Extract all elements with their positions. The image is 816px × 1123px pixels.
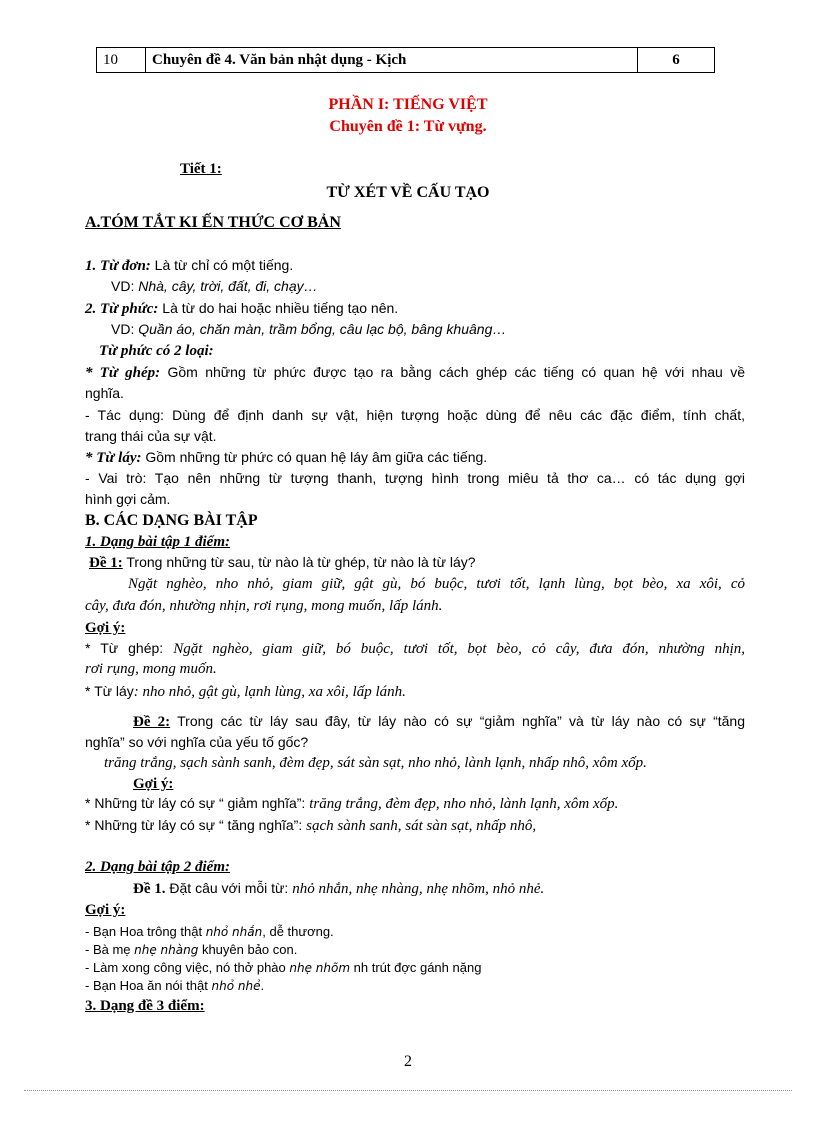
ans2-giam-words: trăng trắng, đèm đẹp, nho nhỏ, lành lạnh, xôm xốp. <box>309 796 619 812</box>
row-periods: 6 <box>638 48 715 73</box>
sentence-1-c: , dễ thương. <box>262 924 334 939</box>
ans1-lay-label: * Từ láy <box>85 683 134 699</box>
tu-ghep-line1 <box>85 362 745 383</box>
sentence-3 <box>85 959 481 977</box>
ans1-lay-line <box>85 681 406 702</box>
de2b-label: Đề 1. <box>133 881 166 897</box>
row-topic: Chuyên đề 4. Văn bản nhật dụng - Kịch <box>146 48 638 73</box>
de2-text: Trong các từ láy sau đây, từ láy nào có sự “giảm nghĩa” và từ láy nào có sự “tăng <box>170 713 745 729</box>
ans2-giam-line <box>85 793 618 814</box>
row-number: 10 <box>97 48 146 73</box>
sentence-2-word: nhẹ nhàng <box>134 943 199 957</box>
tu-lay-role-line1: - Vai trò: Tạo nên những từ tượng thanh, tượng hình trong miêu tả thơ ca… có tác dụng gợi <box>85 470 745 486</box>
tu-phuc-vd-label: VD: <box>111 321 139 337</box>
sentence-4-word: nhỏ nhẻ <box>211 979 261 993</box>
tu-ghep-use-line2: trang thái của sự vật. <box>85 428 217 444</box>
ans2-tang-label: * Những từ láy có sự “ tăng nghĩa”: <box>85 817 307 833</box>
tu-don-vd: Nhà, cây, trời, đất, đi, chạy… <box>138 278 318 294</box>
section-b-heading: B. CÁC DẠNG BÀI TẬP <box>85 512 258 529</box>
de2-words: trăng trắng, sạch sành sanh, đèm đẹp, sát sàn sạt, nho nhỏ, lành lạnh, nhấp nhô, xôm xốp. <box>104 755 647 771</box>
de2b-words: nhỏ nhắn, nhẹ nhàng, nhẹ nhõm, nhỏ nhẻ. <box>292 881 545 897</box>
tu-phuc-term: 2. Từ phức: <box>85 301 159 317</box>
tu-lay-role-line2: hình gợi cảm. <box>85 491 171 507</box>
tu-phuc-line <box>85 298 398 319</box>
tu-don-line <box>85 255 293 276</box>
tu-don-vd-label: VD: <box>111 278 139 294</box>
tu-phuc-example <box>111 319 506 340</box>
sentence-3-a: - Làm xong công việc, nó thở phào <box>85 960 290 975</box>
part-title: PHẦN I: TIẾNG VIỆT <box>328 96 488 113</box>
tu-ghep-use-line1: - Tác dụng: Dùng để định danh sự vật, hiện tượng hoặc dùng để nêu các đặc điểm, tính chất, <box>85 407 745 423</box>
exercise-1-heading: 1. Dạng bài tập 1 điểm: <box>85 534 230 550</box>
tu-phuc-vd: Quần áo, chăn màn, trầm bổng, câu lạc bộ, bâng khuâng… <box>138 321 507 337</box>
tu-phuc-def: Là từ do hai hoặc nhiều tiếng tạo nên. <box>158 300 399 316</box>
sentence-3-word: nhẹ nhõm <box>289 961 351 975</box>
section-a-heading: A.TÓM TẮT KI ẾN THỨC CƠ BẢN <box>85 214 341 231</box>
ans1-ghep-line1 <box>85 638 745 659</box>
hint-heading-2: Gợi ý: <box>133 776 174 792</box>
tu-ghep-def: Gồm những từ phức được tạo ra bằng cách ghép các tiếng có quan hệ với nhau về <box>160 364 745 380</box>
curriculum-table <box>96 47 715 73</box>
ans1-ghep-label: * Từ ghép: <box>85 640 174 656</box>
ans2-tang-words: sạch sành sanh, sát sàn sạt, nhấp nhô, <box>306 818 537 834</box>
lesson-title: TỪ XÉT VỀ CẤU TẠO <box>326 184 490 201</box>
sentence-2 <box>85 941 297 959</box>
ans1-ghep-words: Ngặt nghèo, giam giữ, bó buộc, tươi tốt, bọt bèo, cỏ cây, đưa đón, nhường nhịn, <box>173 641 746 657</box>
topic-title: Chuyên đề 1: Từ vựng. <box>329 118 487 135</box>
hint-heading-1: Gợi ý: <box>85 620 126 636</box>
ans2-tang-line <box>85 815 536 836</box>
tu-don-def: Là từ chỉ có một tiếng. <box>150 257 294 273</box>
ans1-lay-words: : nho nhỏ, gật gù, lạnh lùng, xa xôi, lấp lánh. <box>133 684 406 700</box>
de1-question <box>89 552 476 573</box>
sentence-4 <box>85 977 264 995</box>
tu-phuc-types: Từ phức có 2 loại: <box>99 343 214 359</box>
sentence-1 <box>85 923 334 941</box>
de2-label: Đề 2: <box>133 714 171 730</box>
hint-heading-3: Gợi ý: <box>85 902 126 918</box>
tu-ghep-line2: nghĩa. <box>85 385 124 401</box>
sentence-2-c: khuyên bảo con. <box>198 942 298 957</box>
sentence-1-a: - Bạn Hoa trông thật <box>85 924 206 939</box>
tu-don-term: 1. Từ đơn: <box>85 258 151 274</box>
ans2-giam-label: * Những từ láy có sự “ giảm nghĩa”: <box>85 795 310 811</box>
exercise-2-heading: 2. Dạng bài tập 2 điểm: <box>85 859 230 875</box>
sentence-3-c: nh trút đợc gánh nặng <box>350 960 482 975</box>
sentence-4-c: . <box>260 978 265 993</box>
de1-words-line1: Ngặt nghèo, nho nhỏ, giam giữ, gật gù, bó buộc, tươi tốt, lạnh lùng, bọt bèo, xa xôi, cỏ <box>128 576 745 592</box>
sentence-1-word: nhỏ nhắn <box>205 925 263 939</box>
ans1-ghep-line2: rơi rụng, mong muốn. <box>85 661 217 677</box>
de1-label: Đề 1: <box>89 555 123 571</box>
de1-text: Trong những từ sau, từ nào là từ ghép, từ nào là từ láy? <box>122 554 476 570</box>
page-footer-divider <box>24 1090 792 1091</box>
lesson-label: Tiết 1: <box>180 161 222 177</box>
tu-lay-line <box>85 447 487 468</box>
sentence-4-a: - Bạn Hoa ăn nói thật <box>85 978 212 993</box>
tu-lay-term: * Từ láy: <box>85 450 142 466</box>
tu-don-example <box>111 276 318 297</box>
de2-line2: nghĩa” so với nghĩa của yếu tố gốc? <box>85 734 309 750</box>
de2b-text: Đặt câu với mỗi từ: <box>165 880 293 896</box>
exercise-3-heading: 3. Dạng đề 3 điểm: <box>85 998 205 1014</box>
tu-lay-def: Gồm những từ phức có quan hệ láy âm giữa các tiếng. <box>141 449 488 465</box>
sentence-2-a: - Bà mẹ <box>85 942 135 957</box>
de1-words-line2: cây, đưa đón, nhường nhịn, rơi rụng, mong muốn, lấp lánh. <box>85 598 443 614</box>
de2-line1 <box>133 711 745 732</box>
table-row <box>97 48 715 73</box>
page-number: 2 <box>404 1053 412 1070</box>
tu-ghep-term: * Từ ghép: <box>85 365 161 381</box>
de2b-line <box>133 878 544 899</box>
